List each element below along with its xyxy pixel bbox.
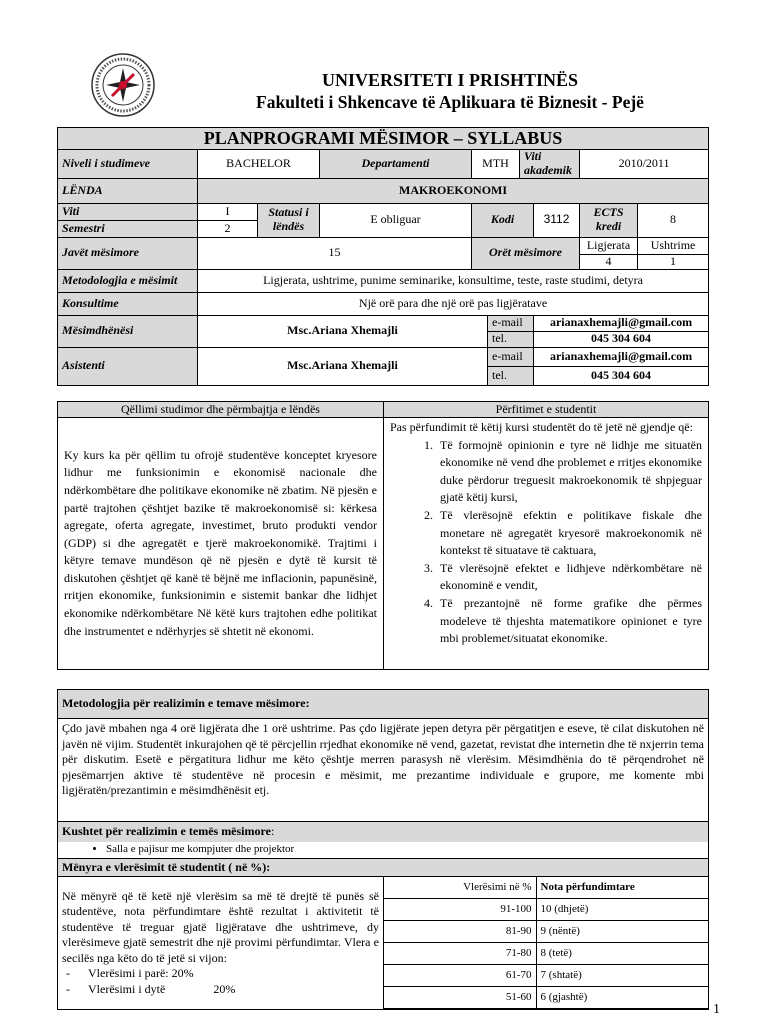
outcome-item: 1. Të formojnë opinionin e tyre në lidhje me situatën ekonomike në vend dhe problemet e rritjes ekonomike duke përdorur treguesit makroekonomik të shpjeguar gjatë këtij kursi,	[436, 437, 702, 507]
goals-outcomes-table	[57, 401, 709, 670]
university-seal-logo	[90, 52, 156, 118]
outcomes-header: Përfitimet e studentit	[384, 402, 709, 418]
grade-range: 91-100	[384, 899, 536, 921]
grade-value: 8 (tetë)	[536, 943, 708, 965]
grade-range: 61-70	[384, 965, 536, 987]
assistant-tel-label: tel.	[488, 366, 534, 385]
teacher-name: Msc.Ariana Xhemajli	[198, 315, 488, 347]
evaluation-text-cell	[58, 877, 384, 1010]
outcome-item: 3. Të vlerësojnë efektet e lidhjeve ndërkombëtare në ekonominë e vendit,	[436, 560, 702, 595]
conditions-cell	[58, 842, 709, 859]
goals-text: Ky kurs ka për qëllim tu ofrojë studentëve konceptet kryesore lidhur me funksionimin e ekonomisë nacionale dhe ndërkombëtare dhe politikave ekonomike në zbatim. Në pjesën e partë trajtohen çështjet bazike të makroekonomisë si: kërkesa agregate, oferta agregate, investimet, bruto produkti vendor (GDP) si dhe agregatët e tjerë makroekonomikë. Trajtimi i këtyre temave mundëson që në pjesën e dytë të kursit të diskutohen çështjet që kanë të bëjnë me inflacionin, papunësinë, rritjen ekonomike, funksionimin e sistemit bankar dhe lidhjet ekonomike ndërkombëtare Në këtë kurs trajtohen edhe politikat dhe instrumentet e ndërhyrjes së shtetit në ekonomi.	[58, 418, 384, 670]
teacher-tel-label: tel.	[488, 331, 534, 347]
evaluation-item-value: 20%	[213, 981, 236, 996]
methodology-evaluation-table	[57, 689, 709, 1010]
evaluation-item	[88, 982, 379, 998]
hours-label: Orët mësimore	[472, 237, 580, 269]
code-label: Kodi	[472, 203, 534, 237]
exercises-value: 1	[638, 254, 709, 269]
subject-label: LËNDA	[58, 178, 198, 203]
teacher-email: arianaxhemajli@gmail.com	[534, 315, 709, 331]
page-number: 1	[713, 1002, 720, 1017]
conditions-header: Kushtet për realizimin e temës mësimore	[62, 823, 271, 838]
grade-range: 71-80	[384, 943, 536, 965]
lectures-label: Ligjerata	[580, 237, 638, 254]
semester-label: Semestri	[58, 220, 198, 237]
weeks-value: 15	[198, 237, 472, 269]
level-value: BACHELOR	[198, 150, 320, 179]
exercises-label: Ushtrime	[638, 237, 709, 254]
grade-value: 6 (gjashtë)	[536, 987, 708, 1009]
weeks-label: Javët mësimore	[58, 237, 198, 269]
evaluation-header: Mënyra e vlerësimit të studentit ( në %):	[58, 859, 709, 877]
conditions-list	[62, 843, 704, 856]
semester-value: 2	[198, 220, 258, 237]
level-label: Niveli i studimeve	[58, 150, 198, 179]
status-value: E obliguar	[320, 203, 472, 237]
code-value: 3112	[534, 203, 580, 237]
method-text: Çdo javë mbahen nga 4 orë ligjërata dhe 1 orë ushtrime. Pas çdo ligjërate jepen detyra për përgatitjen e eseve, të cilat diskutohen në javën në vijim. Studentët inkurajohen që të përcjellin rrjedhat ekonomike në vend, gazetat, revistat dhe internetin dhe të nxjerrin tema për diskutim. Esetë e përgatitura lidhur me këto çështje merren parasysh në vlerësim. Mësimdhënia do të përqendrohet në pjesëmarrjen aktive të studentëve në procesin e mësimit, me prezantime individuale e grupore, me komente mbi ligjëratën/prezantimin e mësimdhënësit etj.	[58, 719, 709, 822]
conditions-header-cell	[58, 822, 709, 842]
ects-value: 8	[638, 203, 709, 237]
consult-label: Konsultime	[58, 292, 198, 315]
ects-label: ECTS kredi	[580, 203, 638, 237]
course-info-table	[57, 127, 709, 386]
grade-value: 10 (dhjetë)	[536, 899, 708, 921]
teacher-label: Mësimdhënësi	[58, 315, 198, 347]
outcome-item: 4. Të prezantojnë në forme grafike dhe përmes modeleve të thjeshta matematikore opinionet e tyre mbi problemet/situatat ekonomike.	[436, 595, 702, 648]
grade-range: 51-60	[384, 987, 536, 1009]
conditions-colon: :	[270, 823, 275, 838]
methodology-value: Ligjerata, ushtrime, punime seminarike, konsultime, teste, raste studimi, detyra	[198, 269, 709, 292]
methodology-label: Metodologjia e mësimit	[58, 269, 198, 292]
academic-year-value: 2010/2011	[580, 150, 709, 179]
grade-col1-header: Vlerësimi në %	[384, 877, 536, 899]
subject-value: MAKROEKONOMI	[198, 178, 709, 203]
university-name: UNIVERSITETI I PRISHTINËS	[321, 70, 579, 90]
assistant-label: Asistenti	[58, 347, 198, 385]
evaluation-item-label: Vlerësimi i parë: 20%	[88, 966, 194, 981]
assistant-email-label: e-mail	[488, 347, 534, 366]
goals-header: Qëllimi studimor dhe përmbajtja e lëndës	[58, 402, 384, 418]
department-value: MTH	[472, 150, 520, 179]
evaluation-items	[62, 966, 379, 997]
outcomes-intro: Pas përfundimit të këtij kursi studentët do të jetë në gjendje që:	[390, 420, 693, 434]
grades-cell	[384, 877, 709, 1010]
lectures-value: 4	[580, 254, 638, 269]
evaluation-item	[88, 966, 379, 982]
assistant-name: Msc.Ariana Xhemajli	[198, 347, 488, 385]
method-header: Metodologjia për realizimin e temave mësimore:	[58, 690, 709, 719]
evaluation-item-label: Vlerësimi i dytë	[88, 981, 166, 996]
assistant-tel: 045 304 604	[534, 366, 709, 385]
teacher-email-label: e-mail	[488, 315, 534, 331]
status-label: Statusi i lëndës	[258, 203, 320, 237]
year-value: I	[198, 203, 258, 220]
outcomes-list	[390, 437, 702, 648]
outcome-item: 2. Të vlerësojnë efektin e politikave fiskale dhe monetare në agregatët kryesorë makroekonomik në kontekst të situatave të caktuara,	[436, 507, 702, 560]
outcomes-cell	[384, 418, 709, 670]
grade-value: 9 (nëntë)	[536, 921, 708, 943]
grade-range: 81-90	[384, 921, 536, 943]
grade-col2-header: Nota përfundimtare	[536, 877, 708, 899]
grades-table	[384, 877, 708, 1009]
assistant-email: arianaxhemajli@gmail.com	[534, 347, 709, 366]
faculty-name: Fakulteti i Shkencave të Aplikuara të Biznesit - Pejë	[256, 92, 644, 112]
grade-value: 7 (shtatë)	[536, 965, 708, 987]
department-label: Departamenti	[320, 150, 472, 179]
academic-year-label: Viti akademik	[520, 150, 580, 179]
consult-value: Një orë para dhe një orë pas ligjëratave	[198, 292, 709, 315]
teacher-tel: 045 304 604	[534, 331, 709, 347]
year-label: Viti	[58, 203, 198, 220]
evaluation-text: Në mënyrë që të ketë një vlerësim sa më të drejtë të punës së studentëve, nota përfundimtare është rezultat i aktivitetit të studentëve të treguar gjatë ligjëratave dhe ushtrimeve, dy vlerësimeve gjatë semestrit dhe një provimi përfundimtar. Vlera e secilës nga këto do të jetë si vijon:	[62, 888, 379, 965]
syllabus-title: PLANPROGRAMI MËSIMOR – SYLLABUS	[58, 128, 709, 150]
conditions-item: • Salla e pajisur me kompjuter dhe projektor	[106, 843, 704, 856]
